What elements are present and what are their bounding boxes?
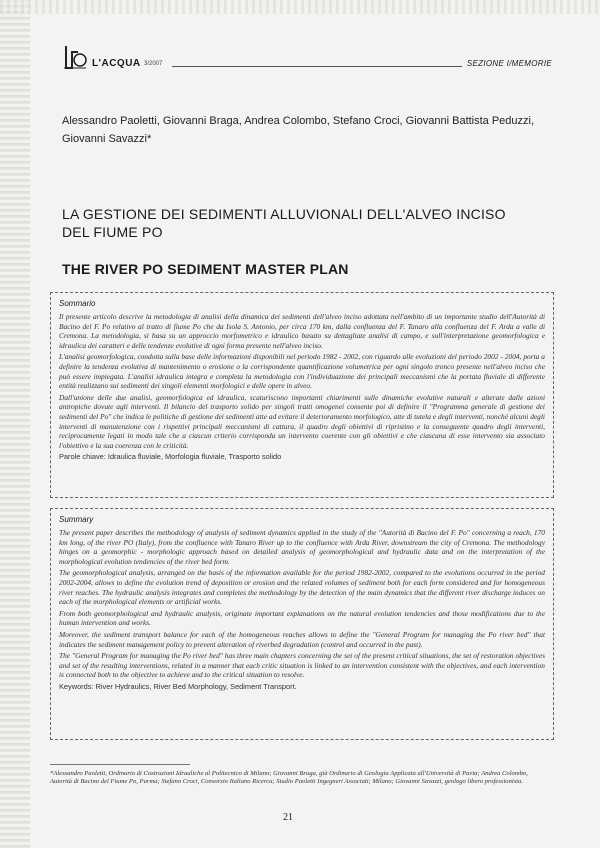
author-affiliations-footnote: *Alessandro Paoletti, Ordinario di Costruzioni Idrauliche al Politecnico di Milano; Giovanni Braga, già Ordinario di Geologia Applicata all'Università di Pavia; Andrea Colombo, Autorità di Bacino del Fiume Po, Parma; Stefano Croci, Consorzio Italiano Ricerca; Studio Paoletti Ingegneri Associati; Milano; Giovanni Savazzi, geologo libero professionista. xyxy=(50,770,528,786)
journal-name: L'ACQUA xyxy=(92,58,141,69)
summary-keywords: Keywords: River Hydraulics, River Bed Morphology, Sediment Transport. xyxy=(59,681,297,691)
summary-body xyxy=(59,528,545,692)
sommario-heading: Sommario xyxy=(59,299,96,308)
authors: Alessandro Paoletti, Giovanni Braga, Andrea Colombo, Stefano Croci, Giovanni Battista Peduzzi, Giovanni Savazzi* xyxy=(62,115,535,145)
page-header xyxy=(62,44,552,72)
sommario-box xyxy=(50,292,554,498)
journal-logo-icon xyxy=(62,44,88,70)
footnote-rule xyxy=(50,764,190,765)
summary-paragraph: Moreover, the sediment transport balance for each of the homogeneous reaches allows to define the "General Program for managing the Po river bed" that indicates the sediment management policy to prevent alteration of riverbed degradation (control and occurred in the past). xyxy=(59,629,545,649)
summary-paragraph: The geomorphological analysis, arranged on the basis of the information available for the period 1982-2002, compared to the evolutions occurred in the period 2002-2004, allows to define the evolution trend of deposition or erosion and the related volumes of sediment both for each form considered and for homogeneous river reaches. The hydraulic analysis integrates and completes the methodology by the detection of the main dynamics that the different river discharge induces on each of the morphological elements or artificial works. xyxy=(59,568,545,607)
summary-box xyxy=(50,508,554,740)
title-english: THE RIVER PO SEDIMENT MASTER PLAN xyxy=(62,260,349,277)
page-number: 21 xyxy=(283,812,293,823)
summary-heading: Summary xyxy=(59,515,94,524)
header-rule xyxy=(172,66,462,67)
scan-edge-top xyxy=(0,0,600,14)
title-italian: LA GESTIONE DEI SEDIMENTI ALLUVIONALI DELL'ALVEO INCISO DEL FIUME PO xyxy=(62,206,506,241)
sommario-paragraph: Il presente articolo descrive la metodologia di analisi della dinamica dei sedimenti dell'alveo inciso adottata nell'ambito di un importante studio dell'Autorità di Bacino del F. Po relativo al tratto di fiume Po che da Isola S. Antonio, per circa 170 km, dalla confluenza del F. Tanaro alla confluenza del F. Arda a valle di Cremona. La metodologia, si basa su un approccio morfometrico e idraulico basato su dettagliate analisi di campo, e sull'interpretazione geomorfologica e idraulica dei caratteri e delle tendenze evolutive di ogni forma presente nell'alveo inciso. xyxy=(59,312,545,350)
sommario-keywords: Parole chiave: Idraulica fluviale, Morfologia fluviale, Trasporto solido xyxy=(59,452,282,462)
sommario-body xyxy=(59,312,545,462)
scan-edge-left xyxy=(0,0,30,848)
sommario-paragraph: L'analisi geomorfologica, condotta sulla base delle informazioni disponibili nel periodo 1982 - 2002, con riguardo alle evoluzioni del periodo 2002 - 2004, porta a definire la tendenza evolutiva di mantenimento o erosione o la corrispondente quantificazione volumetrica per ogni singolo tronco presente nell'alveo inciso che può essere impiegata. L'analisi idraulica integra e completa la metodologia con l'individuazione dei principali meccanismi che la portata fluviale di differente entità realizzano sui sedimenti dei singoli elementi morfologici e delle opere in alveo. xyxy=(59,352,545,391)
journal-issue: 3/2007 xyxy=(144,61,163,67)
summary-paragraph: From both geomorphological and hydraulic analysis, originate important explanations on the natural evolution tendencies and those modifications due to the human intervention and works. xyxy=(59,608,545,628)
sommario-paragraph: Dall'unione delle due analisi, geomorfologica ed idraulica, scaturiscono importanti chiarimenti sulle dinamiche evolutive naturali e alterate dalle azioni antropiche dovute agli interventi. Il bilancio del trasporto solido per singoli tratti omogenei consente poi di definire il "Programma generale di gestione dei sedimenti del Po" che indica le politiche di gestione dei sedimenti atte ad evitare il deterioramento morfologico, atte di tutela e degli interventi, nonché alcuni degli interventi di manutenzione con i rispettivi principali meccanismi di cattura, il quadro degli obiettivi di ripristino e la conseguente quadro degli interventi, reciprocamente legati in modo tale che a ciascun criterio corrisponda un intervento coerente con gli obiettivi e che ciascuna di esse intervento sia associato l'obiettivo e la sua coerenza con le criticità. xyxy=(59,392,545,450)
section-label: SEZIONE I/MEMORIE xyxy=(466,59,552,68)
summary-paragraph: The present paper describes the methodology of analysis of sediment dynamics applied in the study of the "Autorità di Bacino del F. Po" concerning a reach, 170 km long, of the river PO (Italy), from the confluence with Tanaro River up to the confluence with Arda River, downstream the city of Cremona. The methodology hinges on a geomorphic - morphologic approach based on detailed analysis of geomorphological and hydraulic data and on the interpretation of the morphological evolution tendencies of the river bed form. xyxy=(59,528,545,566)
summary-paragraph: The "General Program for managing the Po river bed" has three main chapters concerning the set of the present critical situations, the set of restoration objectives and set of the resulting interventions, related in a manner that each critic situation is linked to an intervention consistent with the objectives, and each intervention is connected both to the objective to achieve and to the critical situation to resolve. xyxy=(59,651,545,680)
